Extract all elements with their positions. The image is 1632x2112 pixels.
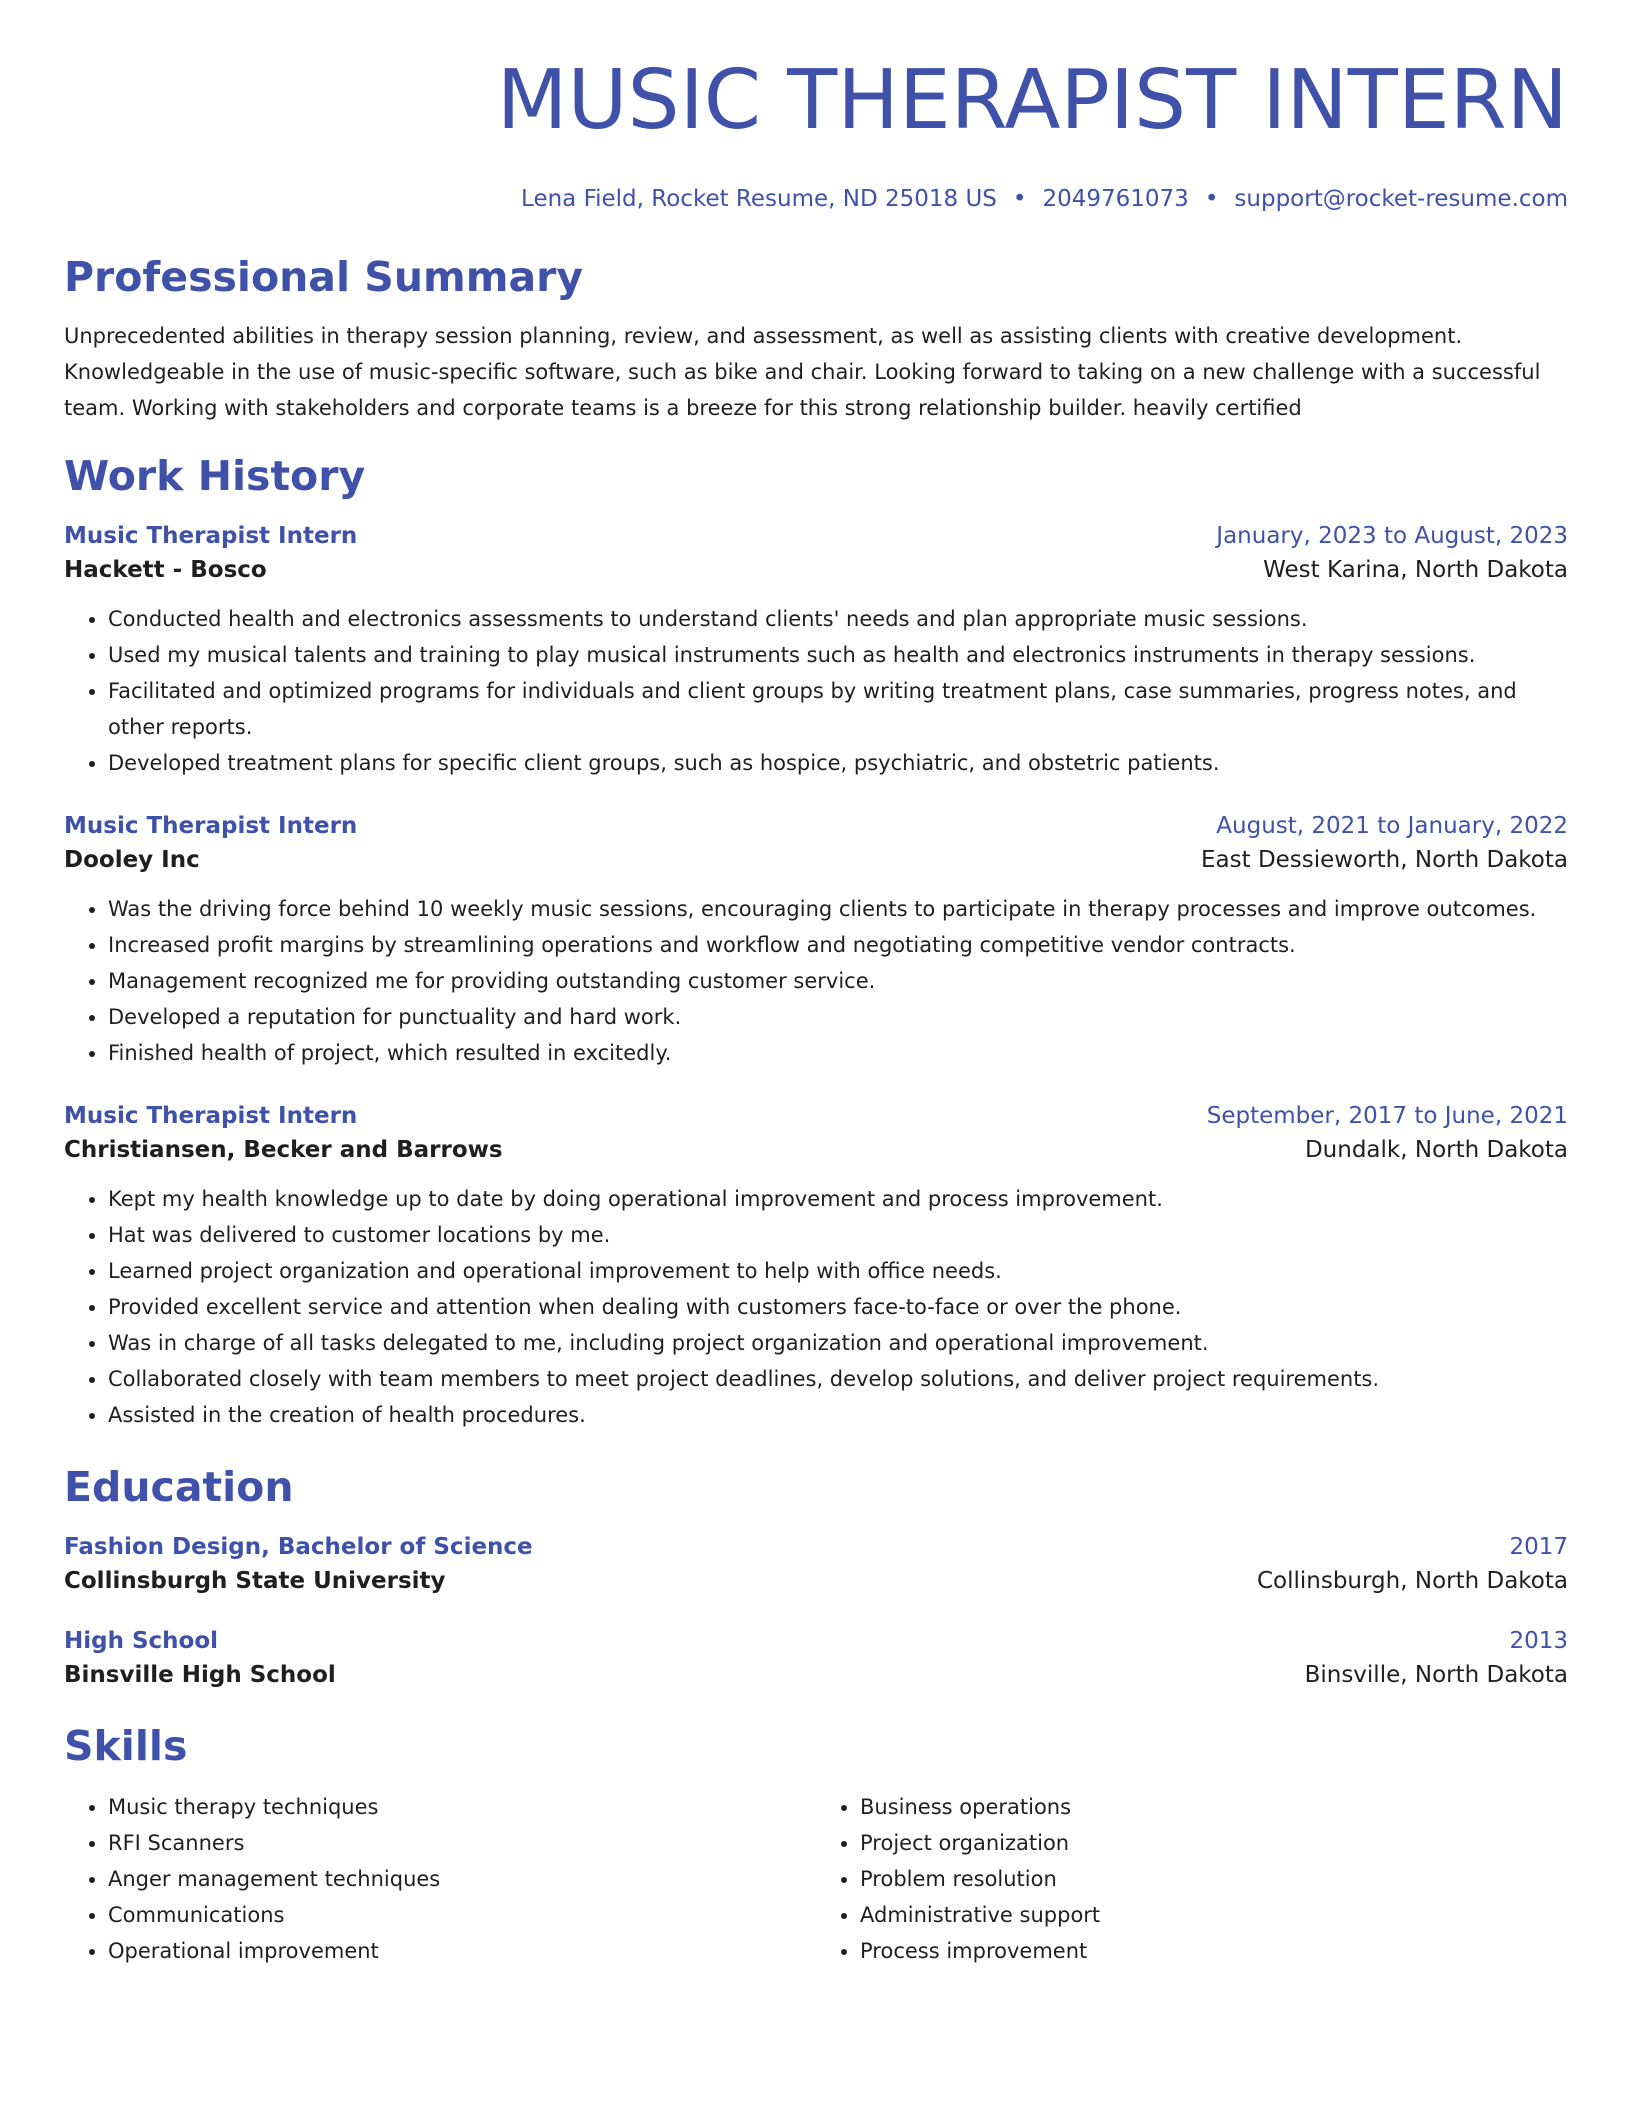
job-bullet: • Conducted health and electronics assessments to understand clients' needs and plan appropriate music sessions.	[108, 601, 1568, 637]
job-role: Music Therapist Intern	[64, 813, 358, 839]
job-bullet: • Collaborated closely with team members to meet project deadlines, develop solutions, and deliver project requirements.	[108, 1361, 1568, 1397]
job-bullet: • Used my musical talents and training to play musical instruments such as health and electronics instruments in therapy sessions.	[108, 637, 1568, 673]
job-company-row	[64, 1137, 1568, 1163]
job-bullet: • Was in charge of all tasks delegated to me, including project organization and operational improvement.	[108, 1325, 1568, 1361]
skills-list-left	[64, 1789, 816, 1969]
skill-item: • Music therapy techniques	[108, 1789, 816, 1825]
job-bullet: • Facilitated and optimized programs for individuals and client groups by writing treatment plans, case summaries, progress notes, and other reports.	[108, 673, 1568, 745]
education-entry	[64, 1628, 1568, 1688]
job-role: Music Therapist Intern	[64, 523, 358, 549]
contact-line	[64, 186, 1568, 212]
job-dates: September, 2017 to June, 2021	[1206, 1103, 1568, 1129]
education-location: Binsville, North Dakota	[1304, 1662, 1568, 1688]
education-location: Collinsburgh, North Dakota	[1256, 1568, 1568, 1594]
skill-item: • Communications	[108, 1897, 816, 1933]
education-year: 2013	[1509, 1628, 1568, 1654]
job-header-row	[64, 813, 1568, 839]
job-bullet: • Hat was delivered to customer locations by me.	[108, 1217, 1568, 1253]
education-heading: Education	[64, 1463, 294, 1511]
contact-phone: 2049761073	[1042, 186, 1189, 212]
resume-title: MUSIC THERAPIST INTERN	[496, 53, 1568, 148]
skills-columns	[64, 1789, 1568, 1969]
education-header-row	[64, 1534, 1568, 1560]
education-header-row	[64, 1628, 1568, 1654]
job-entry	[64, 1103, 1568, 1433]
skill-item: • Project organization	[860, 1825, 1568, 1861]
job-bullets	[64, 1181, 1568, 1433]
job-bullet: • Learned project organization and operational improvement to help with office needs.	[108, 1253, 1568, 1289]
skills-section	[64, 1722, 1568, 1969]
skill-item: • Business operations	[860, 1789, 1568, 1825]
job-entry	[64, 523, 1568, 781]
job-bullet: • Management recognized me for providing outstanding customer service.	[108, 963, 1568, 999]
job-bullet: • Assisted in the creation of health procedures.	[108, 1397, 1568, 1433]
job-location: Dundalk, North Dakota	[1304, 1137, 1568, 1163]
job-bullet: • Finished health of project, which resulted in excitedly.	[108, 1035, 1568, 1071]
summary-section	[64, 253, 1568, 426]
skill-item: • Problem resolution	[860, 1861, 1568, 1897]
job-header-row	[64, 1103, 1568, 1129]
job-bullet: • Developed a reputation for punctuality and hard work.	[108, 999, 1568, 1035]
education-degree: High School	[64, 1628, 219, 1654]
skill-item: • Anger management techniques	[108, 1861, 816, 1897]
education-degree: Fashion Design, Bachelor of Science	[64, 1534, 533, 1560]
job-bullets	[64, 891, 1568, 1071]
job-bullet: • Provided excellent service and attention when dealing with customers face-to-face or over the phone.	[108, 1289, 1568, 1325]
job-dates: January, 2023 to August, 2023	[1216, 523, 1568, 549]
job-bullets	[64, 601, 1568, 781]
job-bullet: • Was the driving force behind 10 weekly music sessions, encouraging clients to participate in therapy processes and improve outcomes.	[108, 891, 1568, 927]
summary-heading: Professional Summary	[64, 253, 584, 301]
skill-item: • RFI Scanners	[108, 1825, 816, 1861]
skill-item: • Operational improvement	[108, 1933, 816, 1969]
resume-page	[64, 0, 1568, 1969]
skills-heading: Skills	[64, 1722, 188, 1770]
job-company: Christiansen, Becker and Barrows	[64, 1137, 503, 1163]
education-school-row	[64, 1568, 1568, 1594]
contact-address: Lena Field, Rocket Resume, ND 25018 US	[521, 186, 997, 212]
job-location: East Dessieworth, North Dakota	[1201, 847, 1568, 873]
education-school: Binsville High School	[64, 1662, 336, 1688]
work-history-section	[64, 452, 1568, 1433]
education-section	[64, 1463, 1568, 1688]
contact-separator: •	[1012, 186, 1027, 212]
contact-email[interactable]: support@rocket-resume.com	[1234, 186, 1568, 212]
contact-separator: •	[1204, 186, 1219, 212]
summary-text: Unprecedented abilities in therapy session planning, review, and assessment, as well as assisting clients with creative development. Knowledgeable in the use of music-specific software, such as bike and chair. Looking forward to taking on a new challenge with a successful team. Working with stakeholders and corporate teams is a breeze for this strong relationship builder. heavily certified	[64, 324, 1541, 420]
skill-item: • Administrative support	[860, 1897, 1568, 1933]
job-header-row	[64, 523, 1568, 549]
education-school: Collinsburgh State University	[64, 1568, 446, 1594]
education-school-row	[64, 1662, 1568, 1688]
job-company-row	[64, 847, 1568, 873]
work-history-heading: Work History	[64, 452, 366, 500]
job-location: West Karina, North Dakota	[1263, 557, 1568, 583]
education-entry	[64, 1534, 1568, 1594]
education-year: 2017	[1509, 1534, 1568, 1560]
job-company: Hackett - Bosco	[64, 557, 267, 583]
job-dates: August, 2021 to January, 2022	[1216, 813, 1568, 839]
job-entry	[64, 813, 1568, 1071]
job-bullet: • Kept my health knowledge up to date by doing operational improvement and process improvement.	[108, 1181, 1568, 1217]
skills-list-right	[816, 1789, 1568, 1969]
job-role: Music Therapist Intern	[64, 1103, 358, 1129]
skill-item: • Process improvement	[860, 1933, 1568, 1969]
job-company: Dooley Inc	[64, 847, 200, 873]
job-bullet: • Increased profit margins by streamlining operations and workflow and negotiating competitive vendor contracts.	[108, 927, 1568, 963]
job-bullet: • Developed treatment plans for specific client groups, such as hospice, psychiatric, and obstetric patients.	[108, 745, 1568, 781]
job-company-row	[64, 557, 1568, 583]
